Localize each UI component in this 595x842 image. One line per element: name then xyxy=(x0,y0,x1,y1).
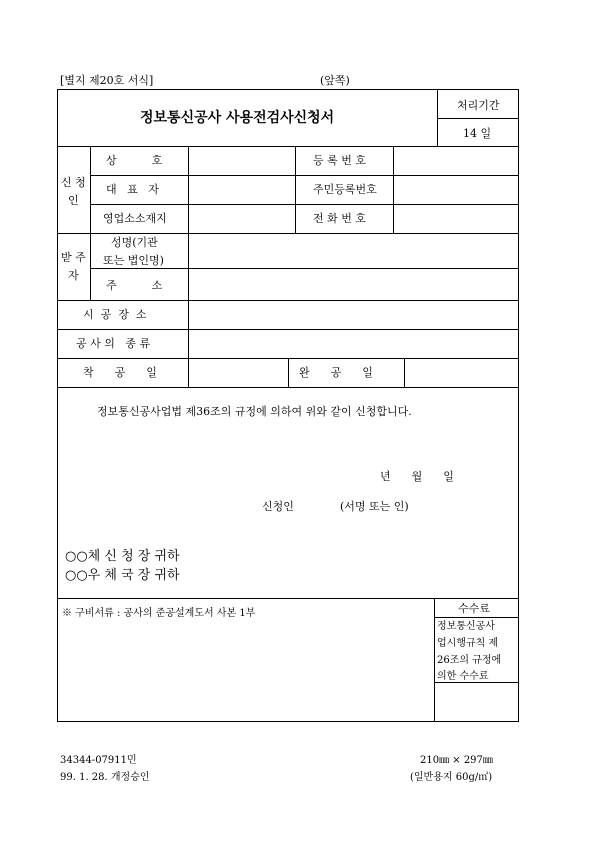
representative-label: 대 표 자 xyxy=(106,183,159,196)
divider xyxy=(57,329,519,330)
paper-spec: (일반용지 60g/㎡) xyxy=(410,772,493,783)
date-line: 년 월 일 xyxy=(380,470,454,483)
site-label: 시 공 장 소 xyxy=(83,308,147,321)
start-date-label: 착 공 일 xyxy=(83,366,157,379)
applicant-group-label: 신 청 xyxy=(61,176,86,189)
processing-value: 14 일 xyxy=(463,127,492,140)
divider xyxy=(393,146,394,233)
trade-name-label: 상 호 xyxy=(106,154,163,167)
end-date-label: 완 공 일 xyxy=(299,366,373,379)
form-title: 정보통신공사 사용전검사신청서 xyxy=(140,110,335,126)
recipient-group-label: 받 주 xyxy=(61,251,86,264)
attachments-note: ※ 구비서류 : 공사의 준공설계도서 사본 1부 xyxy=(62,608,256,619)
addressee-1: ○○체 신 청 장 귀하 xyxy=(65,549,180,564)
form-code: 34344-07911민 xyxy=(60,755,137,766)
fee-text: 업시행규칙 제 xyxy=(437,638,499,649)
divider xyxy=(90,146,91,300)
signer-label: 신청인 xyxy=(262,500,294,513)
processing-label: 처리기간 xyxy=(457,99,500,112)
divider xyxy=(90,268,519,269)
form-number: [별지 제20호 서식] xyxy=(60,74,154,87)
divider xyxy=(404,358,405,387)
paper-size: 210㎜ × 297㎜ xyxy=(420,755,493,766)
divider xyxy=(295,146,296,233)
divider xyxy=(57,598,519,599)
application-statement: 정보통신공사업법 제36조의 규정에 의하여 위와 같이 신청합니다. xyxy=(97,405,412,418)
divider xyxy=(57,387,519,388)
divider xyxy=(90,175,519,176)
fee-text: 정보통신공사 xyxy=(437,621,495,632)
divider xyxy=(188,146,189,387)
business-address-label: 영업소소재지 xyxy=(103,212,167,225)
recipient-group-label: 자 xyxy=(68,269,79,282)
divider xyxy=(57,300,519,301)
signer-note: (서명 또는 인) xyxy=(340,500,409,513)
divider xyxy=(437,118,519,119)
addressee-2: ○○우 체 국 장 귀하 xyxy=(65,568,180,583)
fee-text: 의한 수수료 xyxy=(437,671,489,682)
divider xyxy=(57,233,519,234)
work-type-label: 공 사 의 종 류 xyxy=(76,337,151,350)
approval-date: 99. 1. 28. 개정승인 xyxy=(60,772,150,783)
recipient-name-label: 또는 법인명) xyxy=(103,254,164,267)
recipient-address-label: 주 소 xyxy=(106,279,163,292)
applicant-group-label: 인 xyxy=(68,194,79,207)
resident-number-label: 주민등록번호 xyxy=(313,183,377,196)
fee-label: 수수료 xyxy=(458,602,490,615)
divider xyxy=(288,358,289,387)
divider xyxy=(434,682,519,683)
registration-number-label: 등 록 번 호 xyxy=(313,154,366,167)
divider xyxy=(434,617,519,618)
fee-text: 26조의 규정에 xyxy=(437,655,502,666)
recipient-name-label: 성명(기관 xyxy=(111,236,158,249)
phone-number-label: 전 화 번 호 xyxy=(313,212,366,225)
divider xyxy=(57,146,519,147)
divider xyxy=(90,204,519,205)
page-side-label: (앞쪽) xyxy=(320,74,350,87)
